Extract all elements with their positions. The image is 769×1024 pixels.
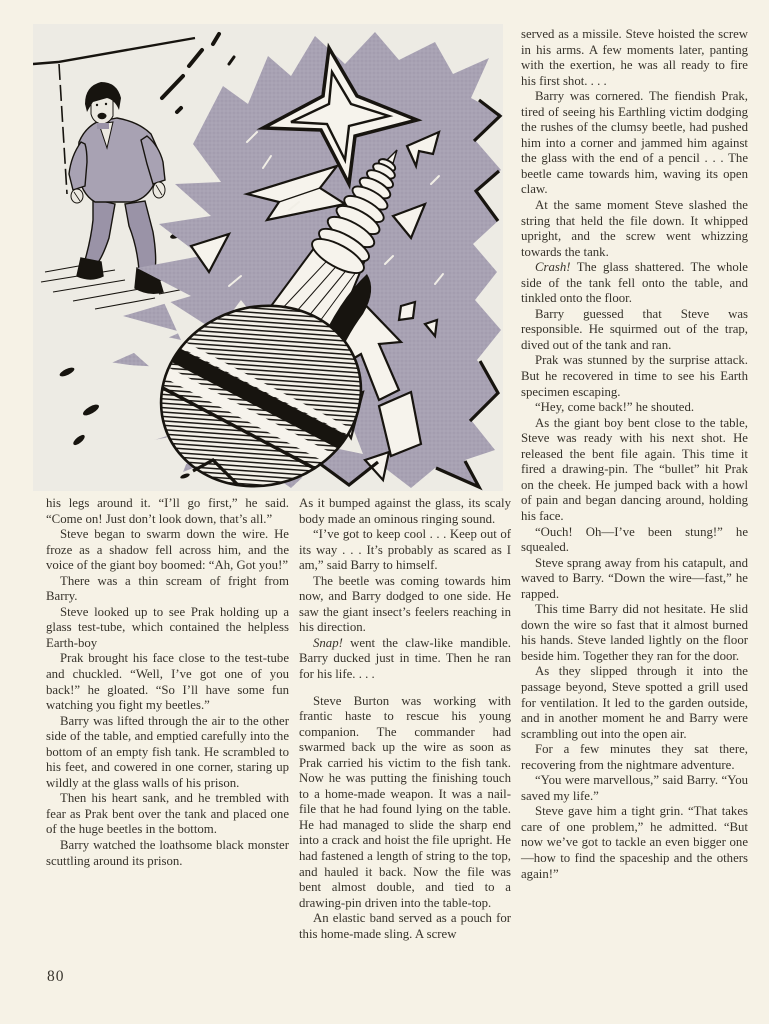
paragraph: Steve gave him a tight grin. “That takes care of one problem,” he admitted. “But now we’ve got to tackle an even bigger one—how to find the spaceship and the others again!”: [521, 804, 748, 881]
boy-mouth: [98, 113, 107, 119]
paragraph: Steve began to swarm down the wire. He froze as a shadow fell across him, and the voice of the giant boy boomed: “Ah, Got you!”: [46, 527, 289, 573]
paragraph: Prak brought his face close to the test-tube and chuckled. “Well, I’ve got one of you back!” he gloated. “So I’ll have some fun watching you fight my beetles.”: [46, 651, 289, 713]
paragraph: his legs around it. “I’ll go first,” he said. “Come on! Just don’t look down, that’s all.”: [46, 496, 289, 526]
paragraph: At the same moment Steve slashed the string that held the file down. It whipped upright, and the screw went whizzing towards the tank.: [521, 198, 748, 259]
paragraph: Steve sprang away from his catapult, and waved to Barry. “Down the wire—fast,” he rapped.: [521, 555, 748, 601]
paragraph: As they slipped through it into the passage beyond, Steve spotted a grill used for ventilation. It led to the garden outside, and in another moment he and Barry were scrambling out into the open air.: [521, 664, 748, 741]
paragraph: There was a thin scream of fright from Barry.: [46, 573, 289, 604]
paragraph: served as a missile. Steve hoisted the screw in his arms. A few moments later, panting with the exertion, he was all ready to fire his first shot. . . .: [521, 27, 748, 88]
paragraph: Barry was cornered. The fiendish Prak, tired of seeing his Earthling victim dodging the rushes of the clumsy beetle, had pushed him into a corner and jammed him against the glass with the end of a pencil . . . The beetle came towards him, waving its open claw.: [521, 89, 748, 197]
paragraph: As it bumped against the glass, its scaly body made an ominous ringing sound.: [299, 496, 511, 526]
paragraph: Barry guessed that Steve was responsible. He squirmed out of the trap, dived out of the tank and ran.: [521, 306, 748, 352]
paragraph: Steve Burton was working with frantic haste to rescue his young companion. The commander had swarmed back up the wire as soon as Prak carried his victim to the fish tank. Now he was putting the finishing touch to a home-made weapon. It was a nail-file that he had found lying on the table. He had managed to slide the sharp end into a crack and hoist the file upright. He had fastened a length of string to the top, and hauled it back. Now the file was bent almost double, and tied to a drawing-pin driven into the table-top.: [299, 693, 511, 910]
paragraph: For a few minutes they sat there, recovering from the nightmare adventure.: [521, 742, 748, 772]
paragraph: Barry was lifted through the air to the other side of the table, and emptied carefully into the bottom of an empty fish tank. He scrambled to his feet, and cowered in one corner, staring up wildly at the glass walls of his prison.: [46, 713, 289, 790]
story-illustration: [33, 24, 503, 491]
paragraph: Steve looked up to see Prak holding up a glass test-tube, which contained the helpless Earth-boy: [46, 604, 289, 650]
paragraph: Snap! went the claw-like mandible. Barry ducked just in time. Then he ran for his life. . . .: [299, 635, 511, 682]
paragraph: “Hey, come back!” he shouted.: [535, 400, 695, 415]
paragraph: Then his heart sank, and he trembled with fear as Prak bent over the tank and placed one of the huge beetles in the bottom.: [46, 791, 289, 837]
paragraph: “Ouch! Oh—I’ve been stung!” he squealed.: [521, 524, 748, 555]
text-column-middle: [299, 496, 511, 942]
paragraph: An elastic band served as a pouch for this home-made sling. A screw: [299, 911, 511, 941]
paragraph: The beetle was coming towards him now, and Barry dodged to one side. He saw the giant insect’s feelers reaching in his direction.: [299, 573, 511, 635]
paragraph: This time Barry did not hesitate. He slid down the wire so fast that it almost burned his hands. Steve landed lightly on the floor beside him. Together they ran for the door.: [521, 602, 748, 663]
text-column-right: [521, 27, 748, 882]
paragraph: Prak was stunned by the surprise attack. But he recovered in time to see his Earth specimen escaping.: [521, 353, 748, 399]
paragraph: “I’ve got to keep cool . . . Keep out of its way . . . It’s probably as scared as I am,” said Barry to himself.: [299, 527, 511, 573]
boy-left-boot: [77, 258, 103, 279]
paragraph: “You were marvellous,” said Barry. “You saved my life.”: [521, 773, 748, 803]
paragraph: As the giant boy bent close to the table, Steve was ready with his next shot. He released the bent file again. This time it fired a drawing-pin. The “bullet” hit Prak on the cheek. He jumped back with a howl of pain and began dancing around, holding his face.: [521, 415, 748, 523]
page-number: 80: [47, 968, 65, 985]
text-column-left: [46, 496, 289, 869]
paragraph: Barry watched the loathsome black monster scuttling around its prison.: [46, 838, 289, 868]
paragraph: Crash! The glass shattered. The whole side of the tank fell onto the table, and tinkled onto the floor.: [521, 260, 748, 306]
